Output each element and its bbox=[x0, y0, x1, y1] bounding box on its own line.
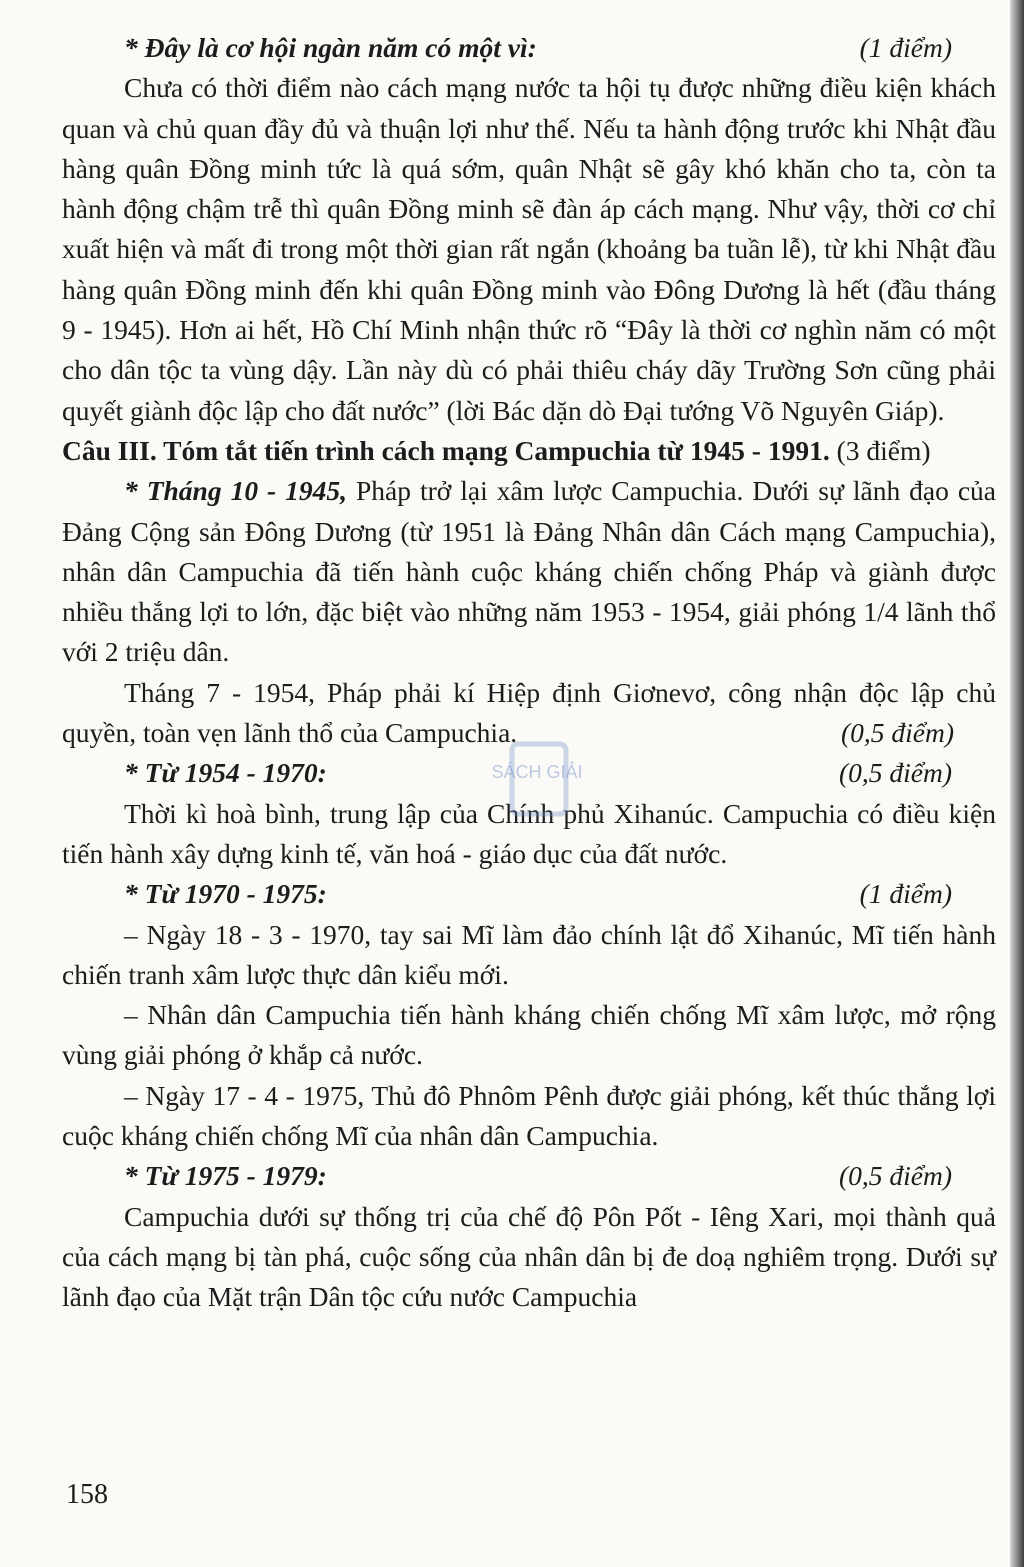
list-item: – Ngày 18 - 3 - 1970, tay sai Mĩ làm đảo chính lật đổ Xihanúc, Mĩ tiến hành chiến tranh xâm lược thực dân kiểu mới. bbox=[62, 918, 996, 990]
subheading-row bbox=[62, 753, 996, 793]
list-item: – Ngày 17 - 4 - 1975, Thủ đô Phnôm Pênh được giải phóng, kết thúc thắng lợi cuộc kháng chiến chống Mĩ của nhân dân Campuchia. bbox=[62, 1079, 996, 1152]
body-paragraph-with-points bbox=[62, 673, 996, 754]
lead-paragraph bbox=[62, 471, 996, 672]
body-paragraph: Chưa có thời điểm nào cách mạng nước ta hội tụ được những điều kiện khách quan và chủ quan đầy đủ và thuận lợi như thế. Nếu ta hành động trước khi Nhật đầu hàng quân Đồng minh tức là quá sớm, quân Nhật sẽ gây khó khăn cho ta, còn ta hành động chậm trễ thì quân Đồng minh sẽ đàn áp cách mạng. Như vậy, thời cơ chỉ xuất hiện và mất đi trong một thời gian rất ngắn (khoảng ba tuần lễ), từ khi Nhật đầu hàng quân Đồng minh đến khi quân Đồng minh vào Đông Dương là hết (đầu tháng 9 - 1945). Hơn ai hết, Hồ Chí Minh nhận thức rõ “Đây là thời cơ nghìn năm có một cho dân tộc ta vùng dậy. Lần này dù có phải thiêu cháy dãy Trường Sơn cũng phải quyết giành độc lập cho đất nước” (lời Bác dặn dò Đại tướng Võ Nguyên Giáp). bbox=[62, 72, 996, 426]
points-label: (1 điểm) bbox=[859, 32, 952, 63]
body-paragraph: Campuchia dưới sự thống trị của chế độ Pôn Pốt - Iêng Xari, mọi thành quả của cách mạng bị tàn phá, cuộc sống của nhân dân bị đe doạ nghiêm trọng. Dưới sự lãnh đạo của Mặt trận Dân tộc cứu nước Campuchia bbox=[62, 1200, 996, 1313]
subheading-title: * Từ 1975 - 1979: bbox=[124, 1160, 327, 1192]
subheading-row bbox=[62, 1156, 996, 1196]
subheading-row bbox=[62, 874, 996, 914]
page-number: 158 bbox=[66, 1479, 108, 1510]
body-paragraph-text: Tháng 7 - 1954, Pháp phải kí Hiệp định Giơnevơ, công nhận độc lập chủ quyền, toàn vẹn lãnh thổ của Campuchia. bbox=[62, 676, 996, 749]
section-title-text: Câu III. Tóm tắt tiến trình cách mạng Campuchia từ 1945 - 1991. bbox=[62, 434, 830, 466]
document-page bbox=[62, 28, 996, 1318]
points-label: (0,5 điểm) bbox=[840, 717, 954, 749]
list-item: – Nhân dân Campuchia tiến hành kháng chiến chống Mĩ xâm lược, mở rộng vùng giải phóng ở khắp cả nước. bbox=[62, 999, 996, 1071]
subheading-row bbox=[62, 28, 996, 68]
watermark-text: SÁCH GIẢI bbox=[491, 762, 583, 782]
subheading-title: * Từ 1970 - 1975: bbox=[124, 878, 327, 910]
points-label: (0,5 điểm) bbox=[838, 1160, 952, 1192]
lead-phrase: * Tháng 10 - 1945, bbox=[124, 475, 348, 507]
points-label: (0,5 điểm) bbox=[838, 757, 952, 789]
body-paragraph: Thời kì hoà bình, trung lập của Chính phủ Xihanúc. Campuchia có điều kiện tiến hành xây dựng kinh tế, văn hoá - giáo dục của đất nước. bbox=[62, 797, 996, 869]
lead-paragraph-text: Pháp trở lại xâm lược Campuchia. Dưới sự lãnh đạo của Đảng Cộng sản Đông Dương (từ 1951 là Đảng Nhân dân Cách mạng Campuchia), nhân dân Campuchia đã tiến hành cuộc kháng chiến chống Pháp và giành được nhiều thắng lợi to lớn, đặc biệt vào những năm 1953 - 1954, giải phóng 1/4 lãnh thổ với 2 triệu dân. bbox=[62, 475, 996, 668]
section-title bbox=[62, 431, 996, 471]
points-label: (1 điểm) bbox=[859, 878, 952, 910]
page-edge-shadow bbox=[1010, 0, 1024, 1567]
section-points: (3 điểm) bbox=[836, 434, 931, 466]
subheading-title: * Từ 1954 - 1970: bbox=[124, 757, 327, 789]
subheading-title: * Đây là cơ hội ngàn năm có một vì: bbox=[124, 32, 537, 63]
